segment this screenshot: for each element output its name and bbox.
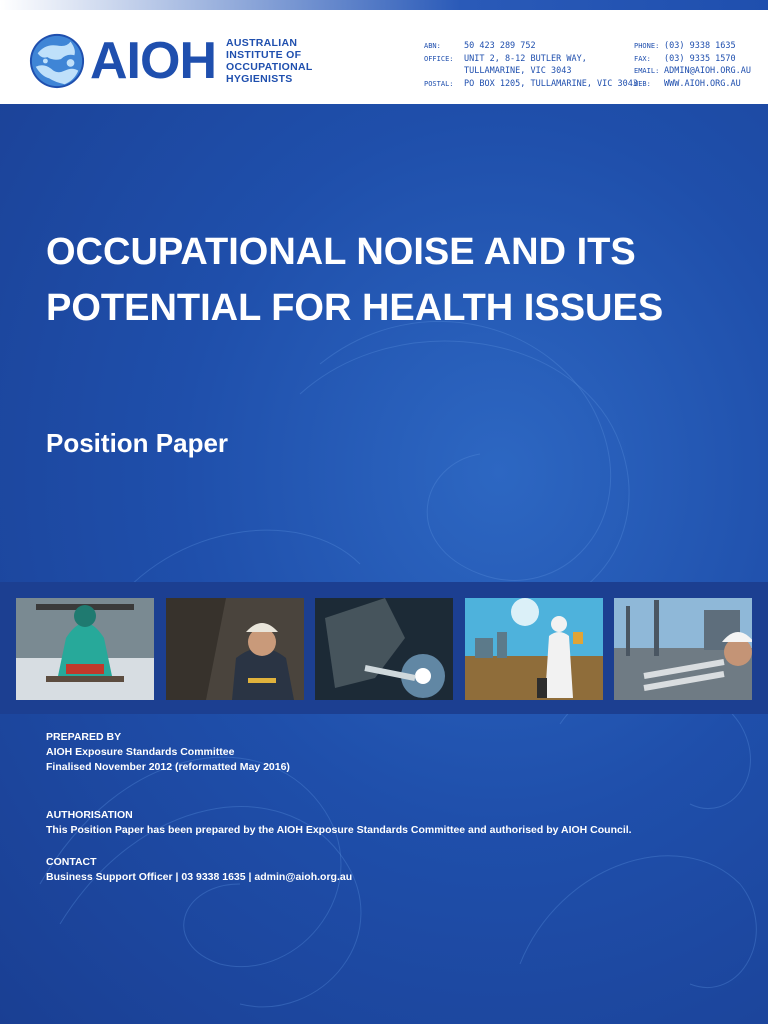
globe-icon [28,32,86,90]
org-name-line: OCCUPATIONAL [226,61,313,73]
abn-value: 50 423 289 752 [464,41,536,51]
authorisation-section [46,808,632,838]
cover-background [0,104,768,1024]
contact-label: OFFICE: [424,54,454,63]
address-block [424,40,638,90]
web-link[interactable]: WWW.AIOH.ORG.AU [664,78,741,89]
contact-section [46,855,352,885]
phone-value: (03) 9338 1635 [664,41,736,51]
welder-photo [315,598,453,700]
page-title [46,224,746,336]
org-name-line: HYGIENISTS [226,73,293,85]
contact-label [424,65,464,78]
industrial-field-photo [465,598,603,700]
email-link[interactable]: ADMIN@AIOH.ORG.AU [664,66,751,76]
logo-wordmark: AIOH [90,32,216,90]
postal-value: PO BOX 1205, TULLAMARINE, VIC 3043 [464,78,638,89]
org-name-line: AUSTRALIAN [226,37,298,49]
miner-photo [166,598,304,700]
fax-value: (03) 9335 1570 [664,53,736,64]
letterhead [0,10,768,104]
prepared-heading: PREPARED BY [46,731,122,743]
prepared-line: Finalised November 2012 (reformatted May 2016) [46,761,290,773]
contact-label: ABN: [424,42,441,50]
org-name [226,37,313,85]
photo-strip [0,582,768,714]
office-value-2: TULLAMARINE, VIC 3043 [464,66,572,76]
title-line: POTENTIAL FOR HEALTH ISSUES [46,287,664,329]
contact-label: EMAIL: [634,67,660,75]
org-name-line: INSTITUTE OF [226,49,302,61]
aioh-logo [28,32,313,90]
authorisation-heading: AUTHORISATION [46,809,133,821]
contact-heading: CONTACT [46,856,97,868]
document-type: Position Paper [46,428,229,458]
contact-line: Business Support Officer | 03 9338 1635 | admin@aioh.org.au [46,871,353,883]
title-line: OCCUPATIONAL NOISE AND ITS [46,231,636,273]
hazmat-worker-photo [16,598,154,700]
contact-label: PHONE: [634,42,660,50]
authorisation-line: This Position Paper has been prepared by the AIOH Exposure Standards Committee and authorised by AIOH Council. [46,824,632,836]
contact-label: POSTAL: [424,79,454,88]
contact-label: FAX: [634,54,651,63]
office-value: UNIT 2, 8-12 BUTLER WAY, [464,53,587,64]
prepared-line: AIOH Exposure Standards Committee [46,746,235,758]
top-accent-bar [0,0,768,10]
contact-label: WEB: [634,79,651,88]
contact-block [634,40,751,90]
refinery-worker-photo [614,598,752,700]
prepared-by-section [46,730,290,775]
